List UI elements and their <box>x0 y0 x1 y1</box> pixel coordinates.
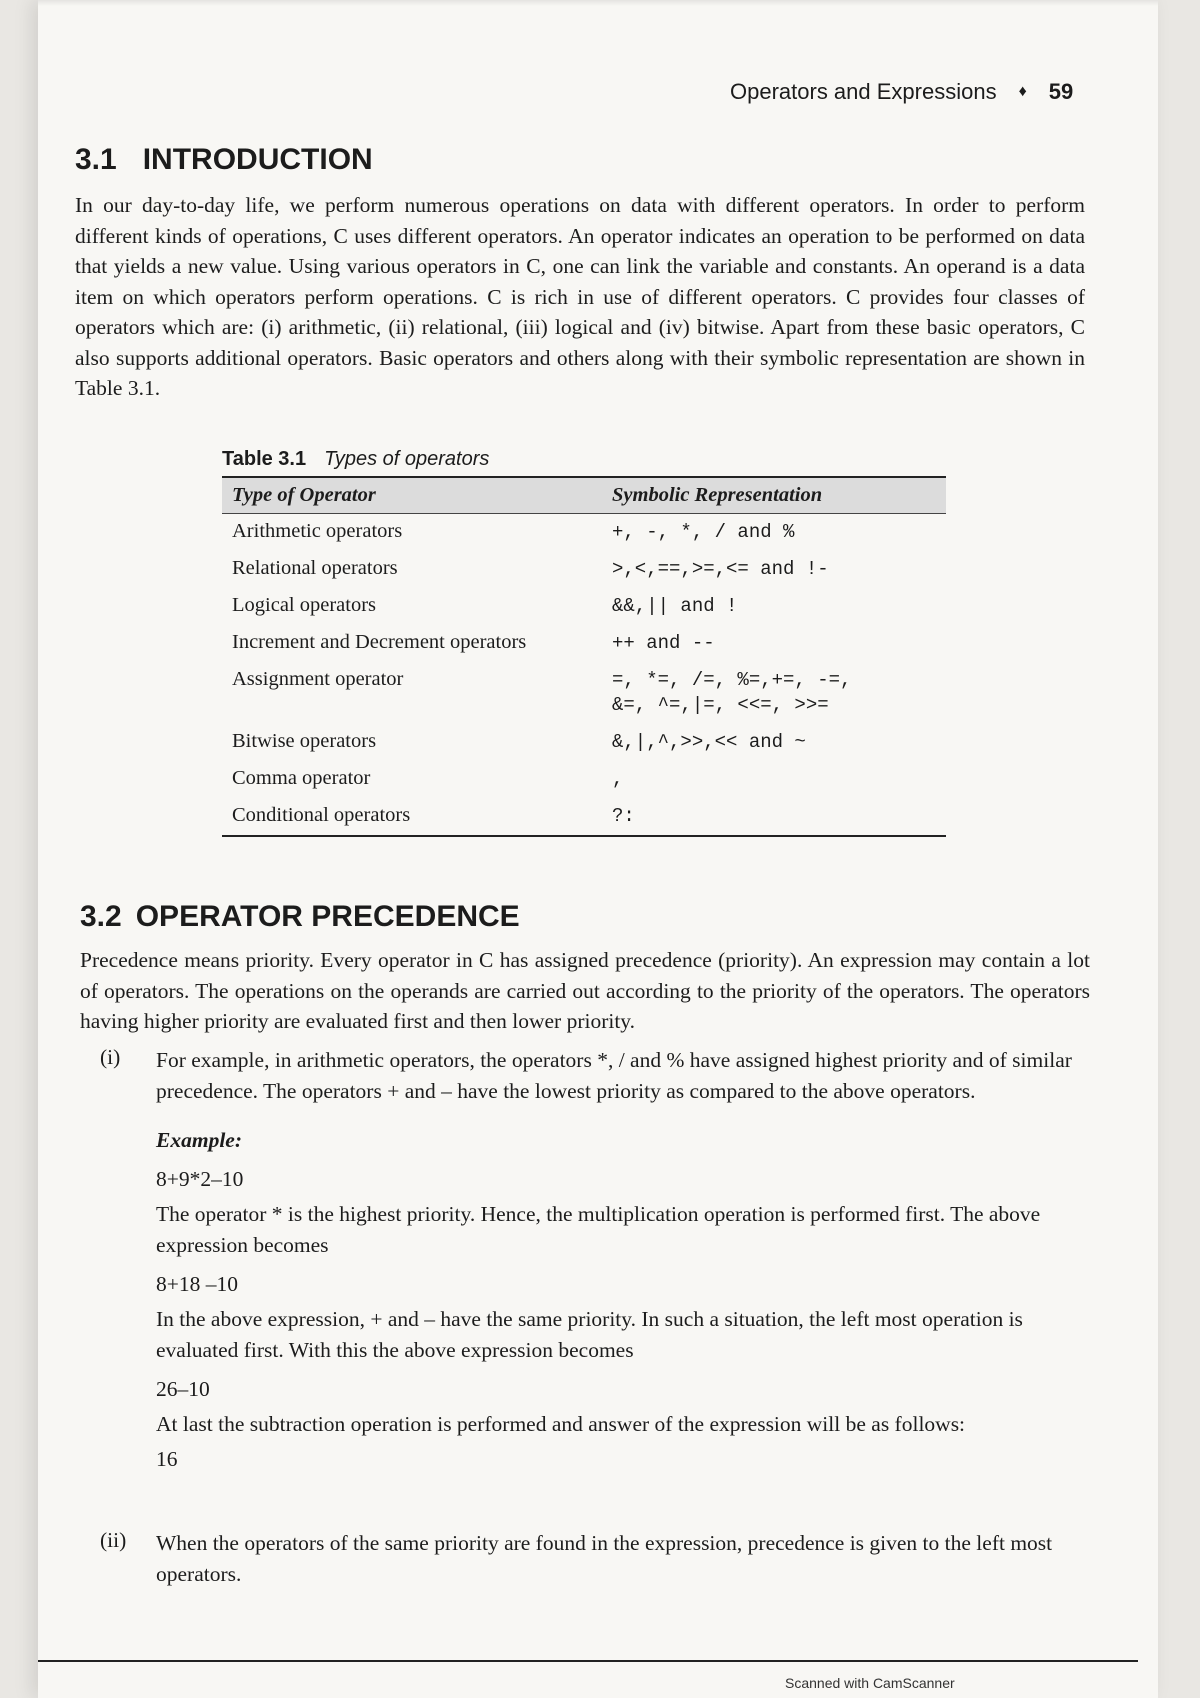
precedence-paragraph: Precedence means priority. Every operator in C has assigned precedence (priority). An expression may contain a lot of operators. The operations on the operands are carried out according to the priority of the operators. The operators having higher priority are evaluated first and then lower priority. <box>80 948 1090 1033</box>
bottom-rule <box>38 1660 1138 1662</box>
operator-type-cell: Conditional operators <box>222 798 602 836</box>
table-row <box>222 551 946 588</box>
section-number: 3.1 <box>75 143 117 176</box>
table-title: Types of operators <box>324 448 490 470</box>
table-row <box>222 798 946 836</box>
operator-type-cell: Bitwise operators <box>232 730 377 752</box>
intro-paragraph: In our day-to-day life, we perform numerous operations on data with different operators. In order to perform different kinds of operations, C uses different operators. An operator indicates an operation to be performed on data that yields a new value. Using various operators in C, one can link the variable and constants. An operand is a data item on which operators perform operations. C is rich in use of different operators. C provides four classes of operators which are: (i) arithmetic, (ii) relational, (iii) logical and (iv) bitwise. Apart from these basic operators, C also supports additional operators. Basic operators and others along with their symbolic representation are shown in Table 3.1. <box>75 193 1085 400</box>
operator-symbol-cell: ++ and -- <box>612 632 715 654</box>
expression-answer: 16 <box>156 1447 178 1471</box>
expression-step-1: 8+9*2–10 <box>156 1167 244 1191</box>
table-header-row <box>222 477 946 514</box>
list-item-text: For example, in arithmetic operators, the operators *, / and % have assigned highest priority and of similar precedence. The operators + and – have the lowest priority as compared to the above operators. <box>156 1048 1072 1103</box>
operator-symbol-cell: +, -, *, / and % <box>612 521 795 543</box>
explanation-text-2: In the above expression, + and – have the same priority. In such a situation, the left most operation is evaluated first. With this the above expression becomes <box>156 1307 1023 1362</box>
table-caption <box>222 448 489 471</box>
operator-symbol-cell: &,|,^,>>,<< and ~ <box>612 731 806 753</box>
example-heading: Example: <box>156 1128 242 1152</box>
header-symbolic-representation: Symbolic Representation <box>602 477 946 514</box>
operator-symbol-cell: >,<,==,>=,<= and !- <box>612 558 829 580</box>
table-row <box>222 625 946 662</box>
table-row <box>222 724 946 761</box>
list-marker: (i) <box>100 1045 121 1069</box>
table-row <box>222 514 946 552</box>
operator-type-cell: Logical operators <box>232 594 377 616</box>
table-row <box>222 662 946 724</box>
operator-symbol-cell: =, *=, /=, %=,+=, -=, &=, ^=,|=, <<=, >>= <box>612 669 852 716</box>
list-item-text: When the operators of the same priority are found in the expression, precedence is given to the left most operators. <box>156 1531 1053 1586</box>
expression-step-2: 8+18 –10 <box>156 1272 239 1296</box>
section-heading-operator-precedence <box>80 900 520 934</box>
operator-type-cell: Comma operator <box>232 767 371 789</box>
section-heading-introduction <box>75 143 373 177</box>
operator-type-cell: Increment and Decrement operators <box>232 631 527 653</box>
operator-type-cell: Assignment operator <box>232 668 404 690</box>
section-title: INTRODUCTION <box>142 143 373 176</box>
section-number: 3.2 <box>80 900 122 933</box>
explanation-text-3: At last the subtraction operation is performed and answer of the expression will be as follows: <box>156 1412 966 1436</box>
page-number: 59 <box>1048 79 1074 104</box>
running-title: Operators and Expressions <box>730 79 997 104</box>
operators-table <box>222 476 946 837</box>
operator-symbol-cell: ?: <box>602 798 946 836</box>
explanation-text-1: The operator * is the highest priority. Hence, the multiplication operation is performed first. The above expression becomes <box>156 1202 1041 1257</box>
table-row <box>222 588 946 625</box>
list-marker: (ii) <box>100 1528 127 1552</box>
list-item-i <box>100 1045 1095 1475</box>
operator-symbol-cell: , <box>612 768 624 790</box>
bullet-icon: ♦ <box>1018 83 1027 100</box>
table-row <box>222 761 946 798</box>
operator-type-cell: Relational operators <box>232 557 398 579</box>
page-shadow <box>38 0 1158 6</box>
operator-type-cell: Arithmetic operators <box>232 520 403 542</box>
table-label: Table 3.1 <box>222 448 307 470</box>
running-header <box>730 79 1090 105</box>
header-type-of-operator: Type of Operator <box>222 477 602 514</box>
list-item-ii <box>100 1528 1095 1590</box>
operator-symbol-cell: &&,|| and ! <box>612 595 738 617</box>
section-title: OPERATOR PRECEDENCE <box>135 900 520 933</box>
scan-watermark: Scanned with CamScanner <box>785 1675 955 1691</box>
expression-step-3: 26–10 <box>156 1377 210 1401</box>
